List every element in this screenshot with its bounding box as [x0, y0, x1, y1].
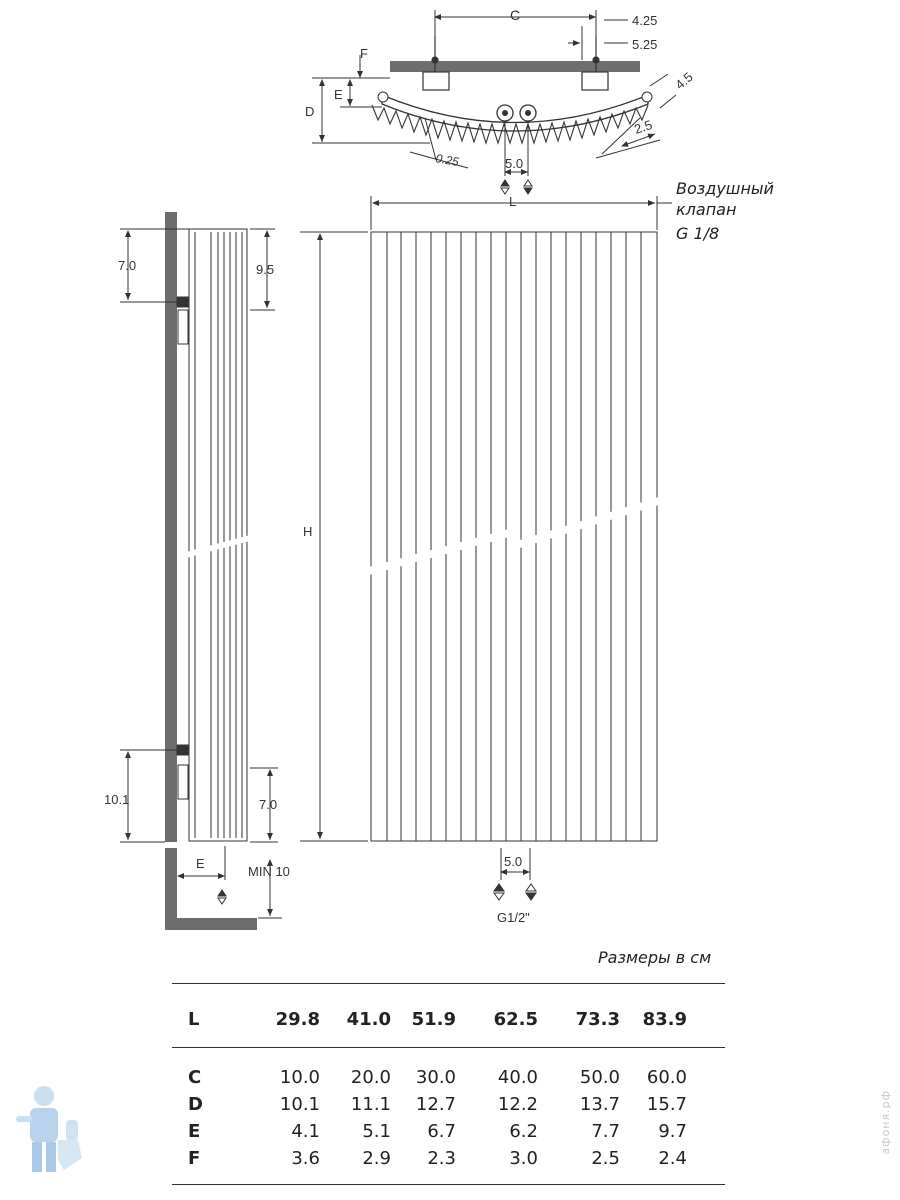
table-cell: 12.2	[497, 1094, 538, 1115]
watermark: афоня.рф	[879, 1090, 892, 1155]
side-view-wall	[165, 212, 177, 842]
table-cell: 6.7	[427, 1121, 456, 1142]
table-cell: 9.7	[658, 1121, 687, 1142]
air-valve-label-line3: G 1/8	[676, 224, 720, 243]
table-row	[172, 1148, 725, 1172]
table-header-key: L	[188, 1009, 200, 1030]
table-cell: 40.0	[497, 1067, 538, 1088]
plumber-mascot-icon	[8, 1080, 88, 1190]
side-view-flow-arrows	[218, 890, 226, 904]
table-cell: 41.0	[346, 1009, 391, 1030]
table-cell: 2.4	[658, 1148, 687, 1169]
top-view	[305, 7, 696, 194]
top-dim-525: 5.25	[632, 37, 658, 52]
table-cell: 62.5	[493, 1009, 538, 1030]
top-dim-c: C	[510, 7, 521, 23]
front-view	[300, 179, 774, 925]
table-cell: 10.0	[279, 1067, 320, 1088]
top-dim-425: 4.25	[632, 13, 658, 28]
table-cell: 60.0	[646, 1067, 687, 1088]
table-cell: 29.8	[275, 1009, 320, 1030]
side-dim-95: 9.5	[256, 262, 275, 277]
table-cell: 51.9	[411, 1009, 456, 1030]
front-connection-label: G1/2"	[497, 910, 530, 925]
top-dim-f: F	[360, 46, 368, 61]
side-view-radiator	[189, 229, 247, 841]
table-cell: 3.6	[291, 1148, 320, 1169]
top-dim-025: 0.25	[434, 151, 460, 170]
table-header-row	[172, 1009, 725, 1033]
table-cell: 11.1	[350, 1094, 391, 1115]
table-cell: 83.9	[642, 1009, 687, 1030]
table-cell: 73.3	[575, 1009, 620, 1030]
air-valve-label-line1: Воздушный	[676, 179, 774, 198]
front-dim-50: 5.0	[504, 854, 523, 869]
side-dim-70-top: 7.0	[118, 258, 137, 273]
side-view-floor	[165, 848, 257, 930]
top-view-flow-arrows	[501, 180, 532, 194]
table-divider	[172, 1047, 725, 1048]
table-cell: 5.1	[362, 1121, 391, 1142]
front-dim-h: H	[303, 524, 313, 539]
table-cell: 30.0	[415, 1067, 456, 1088]
table-row-key: D	[188, 1094, 203, 1115]
table-row-key: E	[188, 1121, 201, 1142]
table-cell: 12.7	[415, 1094, 456, 1115]
table-row	[172, 1094, 725, 1118]
table-cell: 2.5	[591, 1148, 620, 1169]
side-dim-101: 10.1	[104, 792, 130, 807]
top-view-wall	[390, 61, 640, 72]
table-cell: 6.2	[509, 1121, 538, 1142]
table-cell: 13.7	[579, 1094, 620, 1115]
top-dim-50: 5.0	[505, 156, 524, 171]
front-dim-l: L	[509, 194, 517, 209]
table-cell: 10.1	[279, 1094, 320, 1115]
air-valve-label-line2: клапан	[676, 200, 737, 219]
top-dim-45: 4.5	[672, 69, 696, 93]
top-dim-25: 2.5	[632, 117, 655, 137]
table-cell: 15.7	[646, 1094, 687, 1115]
dimensions-table	[172, 983, 725, 1185]
table-cell: 4.1	[291, 1121, 320, 1142]
side-view	[104, 212, 290, 930]
side-dim-e: E	[196, 856, 205, 871]
table-cell: 2.3	[427, 1148, 456, 1169]
top-dim-d: D	[305, 104, 315, 119]
table-cell: 7.7	[591, 1121, 620, 1142]
table-row	[172, 1067, 725, 1091]
units-note: Размеры в см	[598, 948, 712, 967]
front-view-flow-arrows	[494, 884, 536, 900]
table-cell: 2.9	[362, 1148, 391, 1169]
table-cell: 50.0	[579, 1067, 620, 1088]
table-row-key: F	[188, 1148, 201, 1169]
table-row	[172, 1121, 725, 1145]
table-row-key: C	[188, 1067, 202, 1088]
side-dim-70-bottom: 7.0	[259, 797, 278, 812]
side-dim-min10: MIN 10	[248, 864, 290, 879]
table-cell: 20.0	[350, 1067, 391, 1088]
table-cell: 3.0	[509, 1148, 538, 1169]
top-dim-e: E	[334, 87, 343, 102]
